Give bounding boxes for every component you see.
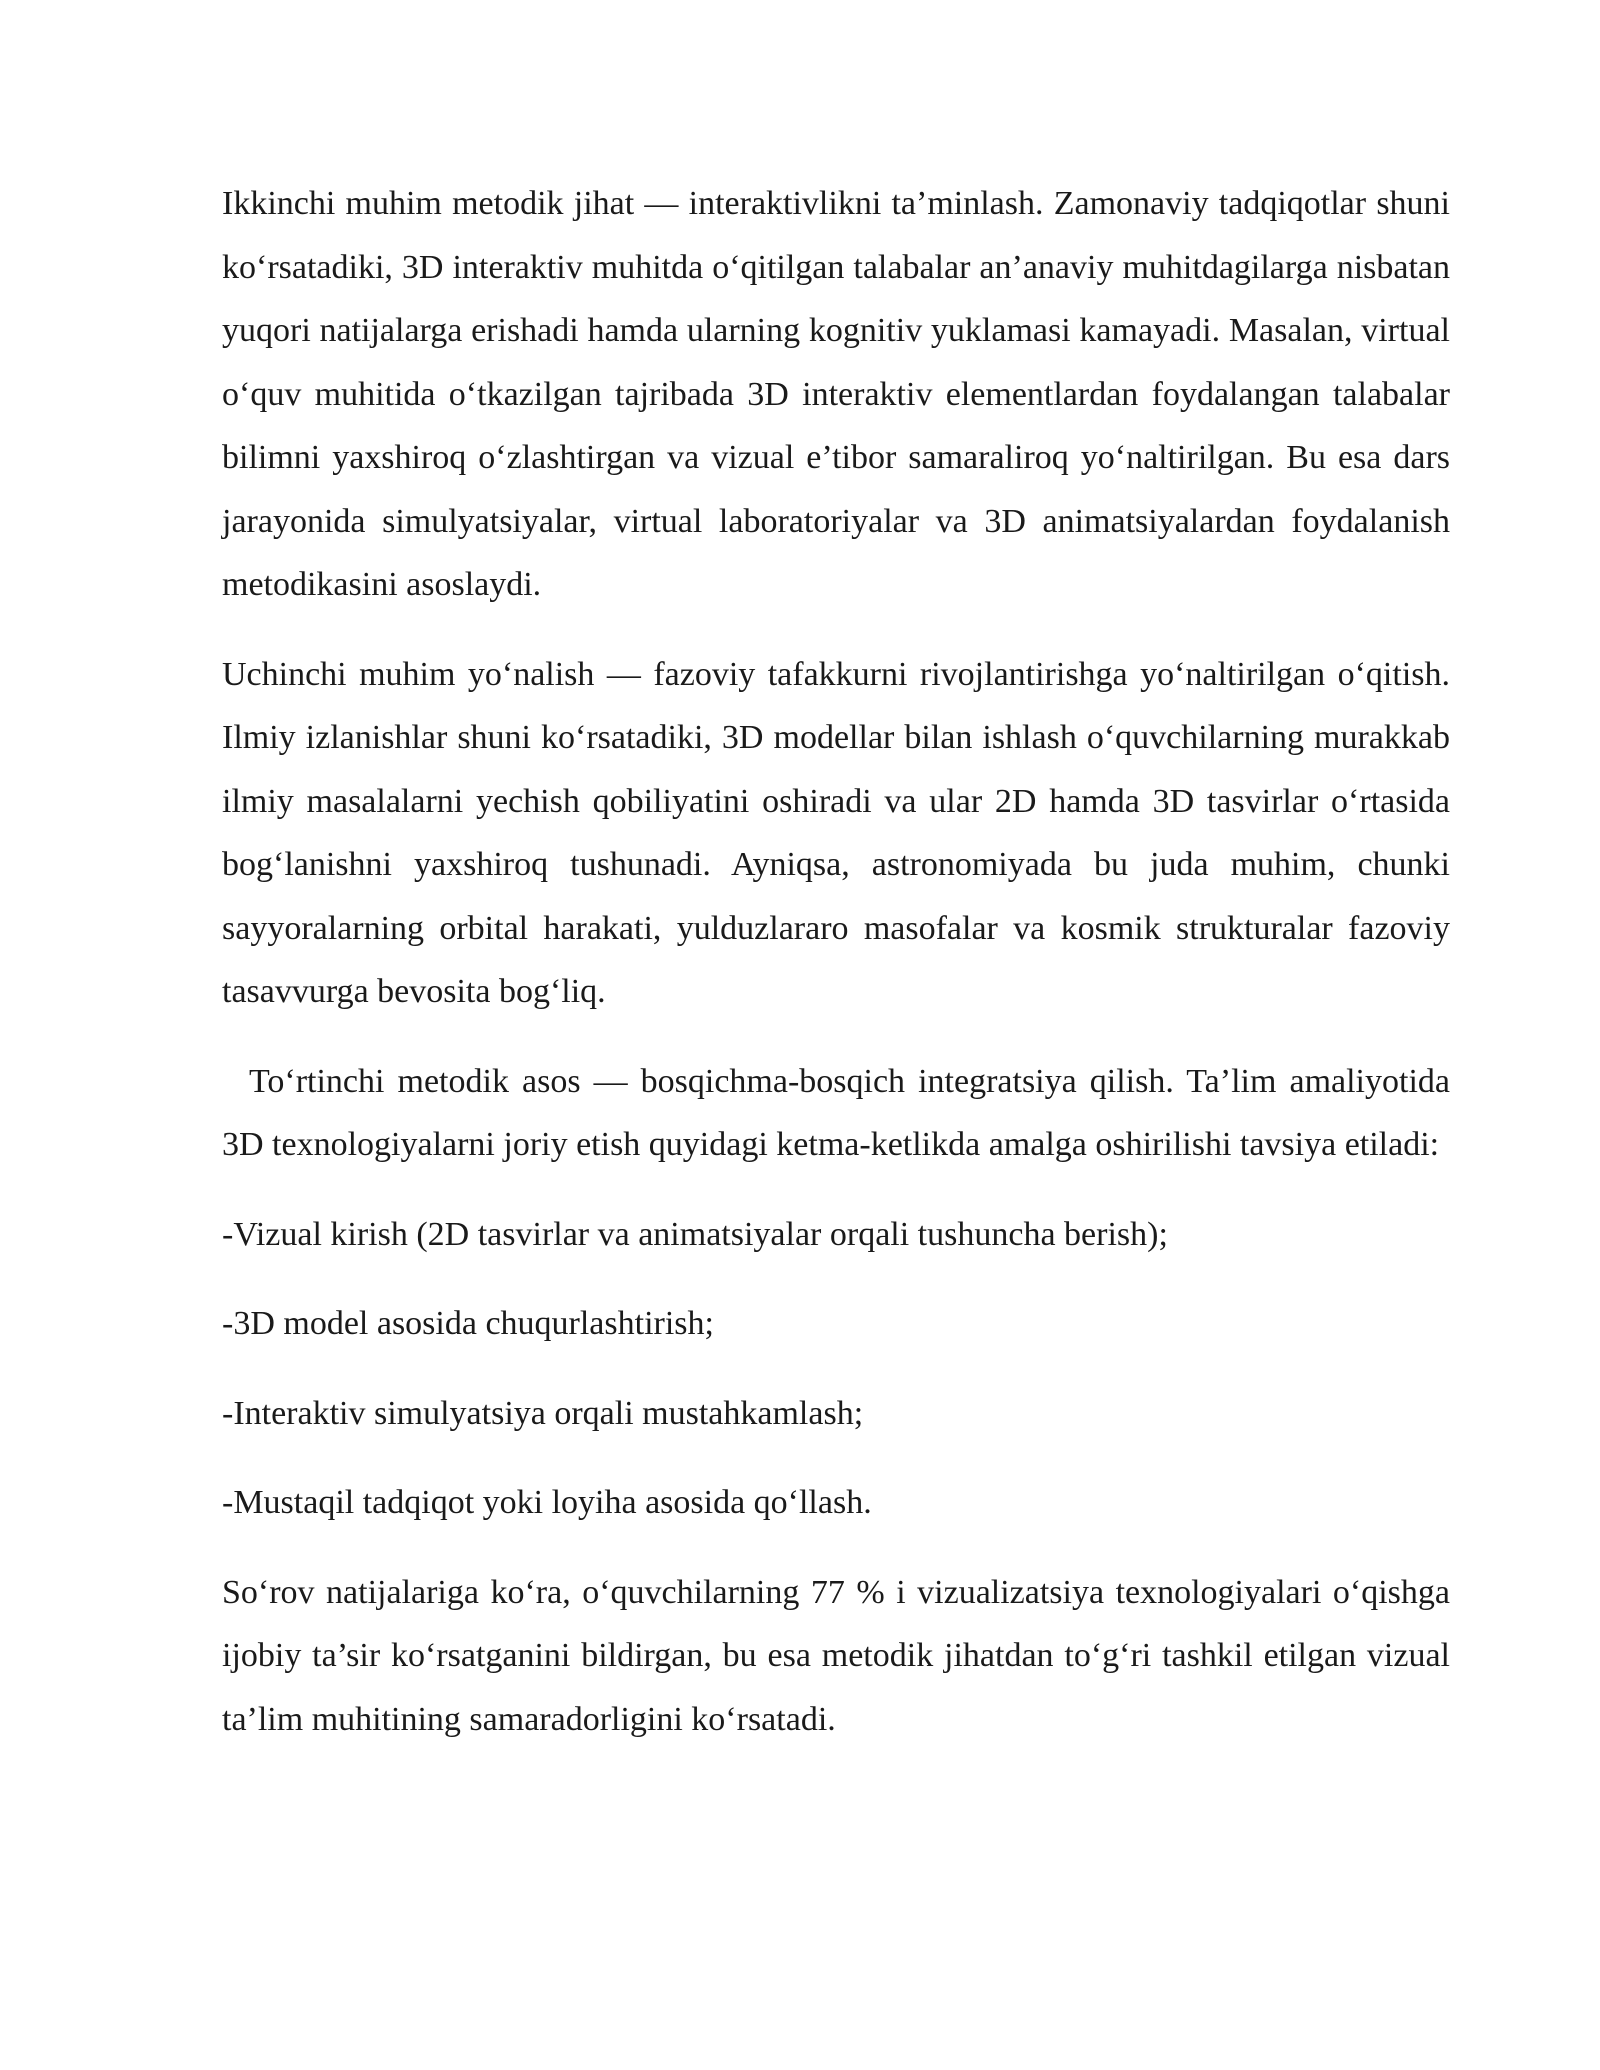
document-body [222,172,1450,1777]
list-item-visual-entry: -Vizual kirish (2D tasvirlar va animatsiyalar orqali tushuncha berish); [222,1215,1168,1253]
list-item-interactive-simulation: -Interaktiv simulyatsiya orqali mustahkamlash; [222,1394,864,1432]
list-item-independent-research: -Mustaqil tadqiqot yoki loyiha asosida qoʻllash. [222,1484,872,1521]
list-item-3d-model: -3D model asosida chuqurlashtirish; [222,1305,714,1342]
paragraph-spatial-thinking: Uchinchi muhim yoʻnalish — fazoviy tafakkurni rivojlantirishga yoʻnaltirilgan oʻqitish. Ilmiy izlanishlar shuni koʻrsatadiki, 3D modellar bilan ishlash oʻquvchilarning murakkab ilmiy masalalarni yechish qobiliyatini oshiradi va ular 2D hamda 3D tasvirlar oʻrtasida bogʻlanishni yaxshiroq tushunadi. Ayniqsa, astronomiyada bu juda muhim, chunki sayyoralarning orbital harakati, yulduzlararo masofalar va kosmik strukturalar fazoviy tasavvurga bevosita bogʻliq. [222,655,1450,1010]
paragraph-survey-results: Soʻrov natijalariga koʻra, oʻquvchilarning 77 % i vizualizatsiya texnologiyalari oʻqishga ijobiy ta’sir koʻrsatganini bildirgan, bu esa metodik jihatdan toʻgʻri tashkil etilgan vizual ta’lim muhitining samaradorligini koʻrsatadi. [222,1573,1450,1738]
paragraph-stepwise-integration: Toʻrtinchi metodik asos — bosqichma-bosqich integratsiya qilish. Ta’lim amaliyotida 3D texnologiyalarni joriy etish quyidagi ketma-ketlikda amalga oshirilishi tavsiya etiladi: [222,1062,1450,1163]
paragraph-interactivity: Ikkinchi muhim metodik jihat — interaktivlikni ta’minlash. Zamonaviy tadqiqotlar shuni koʻrsatadiki, 3D interaktiv muhitda oʻqitilgan talabalar an’anaviy muhitdagilarga nisbatan yuqori natijalarga erishadi hamda ularning kognitiv yuklamasi kamayadi. Masalan, virtual oʻquv muhitida oʻtkazilgan tajribada 3D interaktiv elementlardan foydalangan talabalar bilimni yaxshiroq oʻzlashtirgan va vizual e’tibor samaraliroq yoʻnaltirilgan. Bu esa dars jarayonida simulyatsiyalar, virtual laboratoriyalar va 3D animatsiyalardan foydalanish metodikasini asoslaydi. [222,185,1450,603]
